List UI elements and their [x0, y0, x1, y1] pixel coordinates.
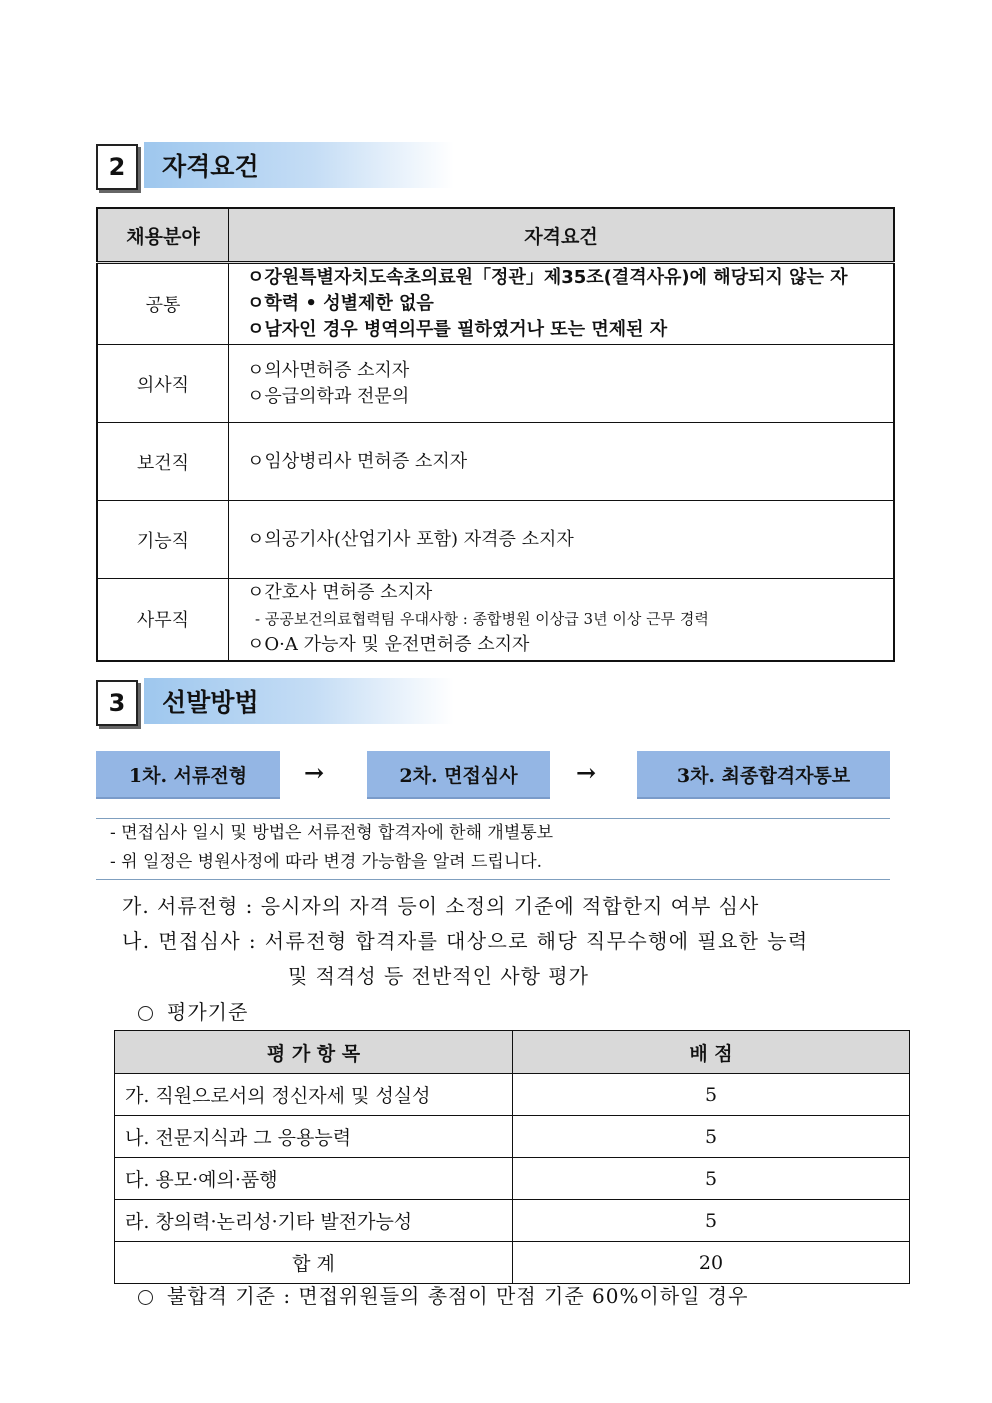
table-row — [115, 1074, 910, 1116]
requirement-cell — [229, 345, 895, 423]
eval-score: 5 — [513, 1074, 910, 1116]
section-title-text: 자격요건 — [162, 152, 259, 181]
requirement-cell — [229, 579, 895, 661]
section-title-text: 선발방법 — [162, 688, 259, 717]
table-row — [115, 1116, 910, 1158]
table-row — [97, 501, 894, 579]
note-line: - 위 일정은 병원사정에 따라 변경 가능함을 알려 드립니다. — [110, 852, 543, 872]
eval-score: 5 — [513, 1116, 910, 1158]
category-cell: 보건직 — [97, 423, 229, 501]
requirement-line: ㅇ의사면허증 소지자 — [247, 359, 410, 381]
total-row — [115, 1242, 910, 1284]
note-line: - 면접심사 일시 및 방법은 서류전형 합격자에 한해 개별통보 — [110, 823, 554, 843]
category-cell: 사무직 — [97, 579, 229, 661]
table-row — [115, 1200, 910, 1242]
requirement-cell — [229, 501, 895, 579]
table-row — [97, 263, 894, 345]
requirement-line: ㅇ강원특별자치도속초의료원「정관」제35조(결격사유)에 해당되지 않는 자 — [247, 267, 848, 288]
eval-item: 라. 창의력·논리성·기타 발전가능성 — [115, 1200, 513, 1242]
eval-item: 나. 전문지식과 그 응용능력 — [115, 1116, 513, 1158]
eval-label-text: 평가기준 — [167, 1000, 249, 1024]
eval-score: 5 — [513, 1158, 910, 1200]
evaluation-table — [114, 1030, 910, 1284]
header-field: 채용분야 — [97, 208, 229, 263]
requirement-line: ㅇ임상병리사 면허증 소지자 — [247, 450, 468, 472]
fail-criteria-text: 불합격 기준 : 면접위원들의 총점이 만점 기준 60%이하일 경우 — [167, 1284, 749, 1308]
step-label: 1차. 서류전형 — [128, 764, 248, 787]
fail-criteria — [138, 1280, 748, 1309]
arrow-icon: → — [576, 758, 597, 787]
step-document-screening — [96, 751, 280, 799]
requirement-cell — [229, 263, 895, 345]
total-score: 20 — [513, 1242, 910, 1284]
header-requirement: 자격요건 — [229, 208, 895, 263]
table-row — [97, 345, 894, 423]
eval-score: 5 — [513, 1200, 910, 1242]
table-row — [97, 423, 894, 501]
notes-box — [96, 818, 890, 880]
arrow-icon: → — [304, 758, 325, 787]
category-cell: 의사직 — [97, 345, 229, 423]
header-score: 배 점 — [513, 1031, 910, 1074]
eval-label — [138, 996, 248, 1025]
header-item: 평 가 항 목 — [115, 1031, 513, 1074]
section-number-box — [96, 680, 138, 726]
section-number: 2 — [108, 153, 126, 181]
section-title — [144, 142, 454, 188]
step-interview — [367, 751, 550, 799]
total-label: 합 계 — [115, 1242, 513, 1284]
desc-interview-cont: 및 적격성 등 전반적인 사항 평가 — [288, 964, 589, 988]
category-cell: 공통 — [97, 263, 229, 345]
requirement-cell — [229, 423, 895, 501]
desc-interview: 나. 면접심사 : 서류전형 합격자를 대상으로 해당 직무수행에 필요한 능력 — [122, 929, 809, 953]
requirement-subline: - 공공보건의료협력팀 우대사항 : 종합병원 이상급 3년 이상 근무 경력 — [255, 610, 709, 629]
table-row — [97, 579, 894, 661]
qualification-table — [96, 207, 895, 662]
step-final-notice — [637, 751, 890, 799]
table-header-row — [115, 1031, 910, 1074]
table-header-row — [97, 208, 894, 263]
circle-bullet-icon — [138, 1290, 153, 1305]
category-cell: 기능직 — [97, 501, 229, 579]
section-number: 3 — [108, 689, 126, 717]
step-label: 2차. 면접심사 — [399, 764, 518, 787]
requirement-line: ㅇ간호사 면허증 소지자 — [247, 582, 433, 604]
eval-item: 가. 직원으로서의 정신자세 및 성실성 — [115, 1074, 513, 1116]
requirement-line: ㅇO·A 가능자 및 운전면허증 소지자 — [247, 634, 530, 656]
eval-item: 다. 용모·예의·품행 — [115, 1158, 513, 1200]
step-label: 3차. 최종합격자통보 — [676, 764, 851, 787]
table-row — [115, 1158, 910, 1200]
requirement-line: ㅇ응급의학과 전문의 — [247, 385, 410, 407]
requirement-line: ㅇ의공기사(산업기사 포함) 자격증 소지자 — [247, 528, 574, 550]
circle-bullet-icon — [138, 1006, 153, 1021]
section-number-box — [96, 144, 138, 190]
requirement-line: ㅇ남자인 경우 병역의무를 필하였거나 또는 면제된 자 — [247, 319, 668, 340]
section-title — [144, 678, 454, 724]
desc-document-screening: 가. 서류전형 : 응시자의 자격 등이 소정의 기준에 적합한지 여부 심사 — [122, 894, 760, 918]
requirement-line: ㅇ학력 • 성별제한 없음 — [247, 293, 434, 314]
